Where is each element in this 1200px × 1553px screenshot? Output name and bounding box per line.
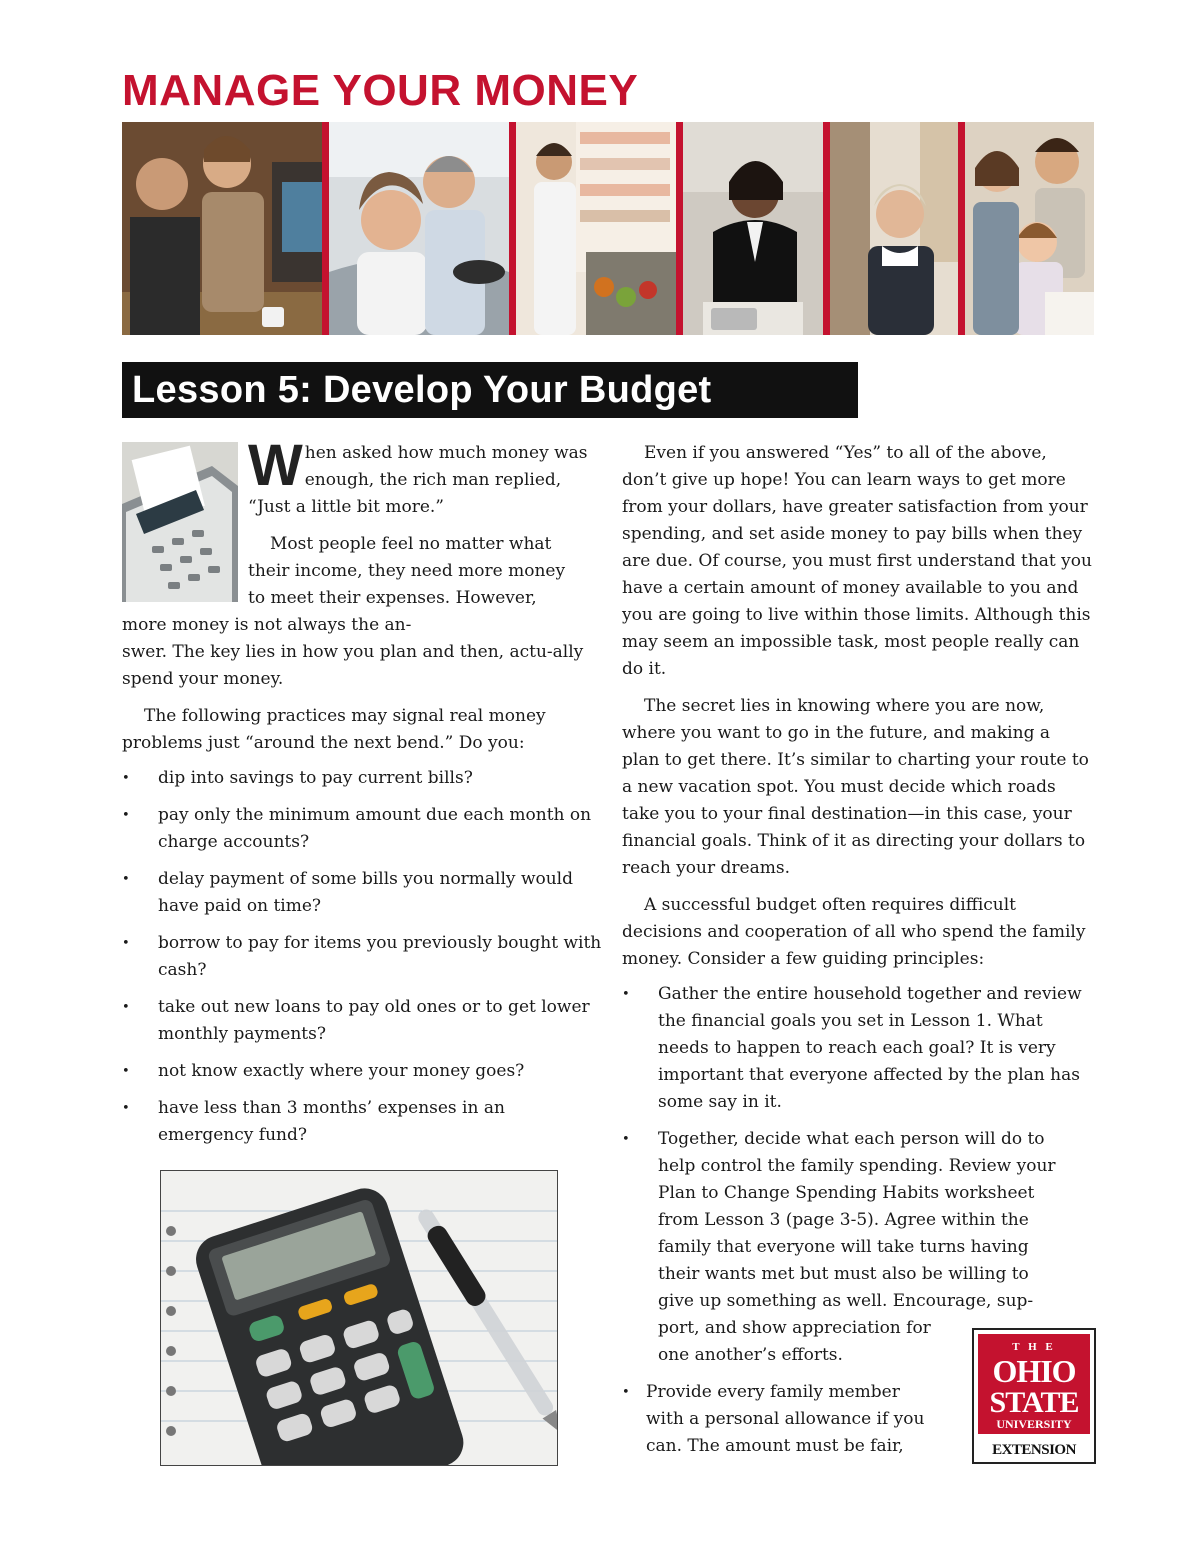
woman-grocery-shopping-photo <box>516 122 676 335</box>
photo-separator <box>322 122 329 335</box>
couple-at-computer-photo <box>122 122 322 335</box>
list-item-line: • Provide every family member <box>646 1382 900 1402</box>
page-title: MANAGE YOUR MONEY <box>122 66 639 115</box>
list-item: • delay payment of some bills you normally would have paid on time? <box>122 866 602 920</box>
list-item-line: with a personal allowance if you <box>646 1409 925 1429</box>
logo-the: T H E <box>1012 1341 1056 1353</box>
header-photo-strip <box>122 122 1094 335</box>
para2-line: their income, they need more money <box>248 561 566 581</box>
paragraph: The secret lies in knowing where you are now, where you want to go in the future, and making a plan to get there. It’s similar to charting your route to a new vacation spot. You must decide which roads take you to your final destination—in this case, your financial goals. Think of it as directing your dollars to reach your dreams. <box>622 696 1089 878</box>
logo-state: STATE <box>989 1386 1079 1419</box>
list-item-line: port, and show appreciation for <box>658 1318 931 1338</box>
calculator-and-pen-photo <box>160 1170 558 1466</box>
photo-separator <box>509 122 516 335</box>
list-item-line: • Together, decide what each person will do to <box>658 1129 1045 1149</box>
list-item-line: family that everyone will take turns having <box>658 1237 1029 1257</box>
photo-separator <box>676 122 683 335</box>
list-item: • have less than 3 months’ expenses in an emergency fund? <box>122 1095 602 1149</box>
list-item-line: can. The amount must be fair, <box>646 1436 904 1456</box>
logo-extension: EXTENSION <box>992 1442 1076 1458</box>
woman-using-calculator-photo <box>683 122 823 335</box>
list-item-line: Plan to Change Spending Habits worksheet <box>658 1183 1035 1203</box>
family-with-child-photo <box>965 122 1094 335</box>
warning-intro-paragraph: The following practices may signal real money problems just “around the next bend.” Do you: <box>122 706 546 753</box>
paragraph: Even if you answered “Yes” to all of the above, don’t give up hope! You can learn ways to get more from your dollars, have greater satisfaction from your spending, and set aside money to pay bills when they are due. Of course, you must first understand that you have a certain amount of money available to you and you are going to live within those limits. Although this may seem an impossible task, most people really can do it. <box>622 443 1092 679</box>
photo-separator <box>823 122 830 335</box>
ohio-state-extension-logo <box>972 1328 1096 1464</box>
list-item: • borrow to pay for items you previously bought with cash? <box>122 930 602 984</box>
logo-university: UNIVERSITY <box>996 1417 1072 1431</box>
list-item-line: from Lesson 3 (page 3-5). Agree within the <box>658 1210 1029 1230</box>
photo-separator <box>958 122 965 335</box>
drop-cap: W <box>248 433 303 498</box>
para2-line: to meet their expenses. However, <box>248 588 537 608</box>
list-item-line: one another’s efforts. <box>658 1345 843 1365</box>
right-column <box>622 440 1092 1470</box>
list-item: • pay only the minimum amount due each month on charge accounts? <box>122 802 602 856</box>
list-item-line: help control the family spending. Review your <box>658 1156 1056 1176</box>
intro-paragraph: hen asked how much money was enough, the rich man replied, “Just a little bit more.” <box>248 443 588 517</box>
warning-signs-list <box>122 765 602 1149</box>
list-item: • dip into savings to pay current bills? <box>122 765 602 792</box>
para2-line: Most people feel no matter what <box>270 534 552 554</box>
paragraph: A successful budget often requires difficult decisions and cooperation of all who spend the family money. Consider a few guiding principles: <box>622 895 1086 969</box>
list-item-line: their wants met but must also be willing to <box>658 1264 1029 1284</box>
para2-line: more money is not always the an- <box>122 615 412 635</box>
left-column <box>122 433 602 1159</box>
list-item: • not know exactly where your money goes? <box>122 1058 602 1085</box>
para2-tail: swer. The key lies in how you plan and then, actu-ally spend your money. <box>122 642 584 689</box>
list-item: • take out new loans to pay old ones or to get lower monthly payments? <box>122 994 602 1048</box>
couple-in-car-photo <box>329 122 509 335</box>
lesson-title: Lesson 5: Develop Your Budget <box>122 362 858 418</box>
older-woman-apron-photo <box>830 122 958 335</box>
adding-machine-receipt-photo <box>122 442 238 602</box>
list-item: • Gather the entire household together and review the financial goals you set in Lesson 1. What needs to happen to reach each goal? It is very important that everyone affected by the plan has some say in it. <box>622 981 1092 1116</box>
logo-ohio: OHIO <box>992 1353 1076 1389</box>
list-item-line: give up something as well. Encourage, sup- <box>658 1291 1034 1311</box>
